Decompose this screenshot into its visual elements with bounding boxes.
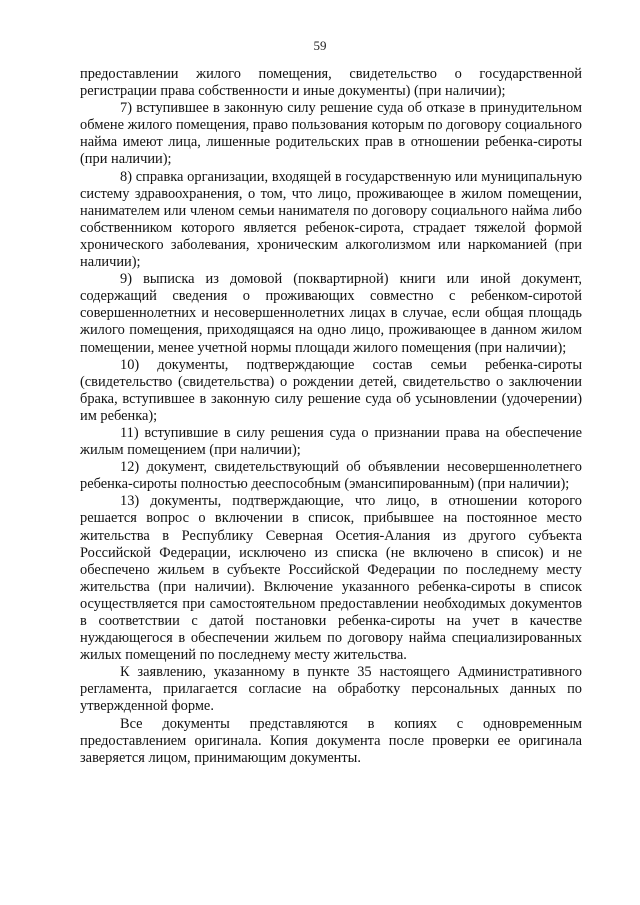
paragraph-copies: Все документы представляются в копиях с одновременным предоставлением оригинала. Копия документа после проверки ее оригинала заверяется лицом, принимающим документы. — [80, 715, 582, 766]
document-body — [80, 66, 582, 767]
paragraph-item-7: 7) вступившее в законную силу решение суда об отказе в принудительном обмене жилого помещения, право пользования которым по договору социального найма имеют лица, лишенные родительских прав в отношении ребенка-сироты (при наличии); — [80, 100, 582, 168]
page-number: 59 — [313, 38, 327, 53]
paragraph-continuation: предоставлении жилого помещения, свидетельство о государственной регистрации права собственности и иные документы) (при наличии); — [80, 66, 582, 100]
paragraph-item-11: 11) вступившие в силу решения суда о признании права на обеспечение жилым помещением (при наличии); — [80, 424, 582, 459]
paragraph-item-10: 10) документы, подтверждающие состав семьи ребенка-сироты (свидетельство (свидетельства) о рождении детей, свидетельство о заключении брака, вступившее в законную силу решение суда об усыновлении (удочерении) им ребенка); — [80, 356, 582, 424]
paragraph-consent: К заявлению, указанному в пункте 35 настоящего Административного регламента, прилагается согласие на обработку персональных данных по утвержденной форме. — [80, 664, 582, 715]
paragraph-item-8: 8) справка организации, входящей в государственную или муниципальную систему здравоохранения, о том, что лицо, проживающее в жилом помещении, нанимателем или членом семьи нанимателя по договору социального найма либо собственником которого является ребенок-сирота, страдает тяжелой формой хронического заболевания, хроническим алкоголизмом или наркоманией (при наличии); — [80, 168, 582, 271]
paragraph-item-13: 13) документы, подтверждающие, что лицо, в отношении которого решается вопрос о включении в список, прибывшее на постоянное место жительства в Республику Северная Осетия-Алания из другого субъекта Российской Федерации, исключено из списка (не включено в список) и не обеспечено жильем в субъекте Российской Федерации по последнему месту жительства (при наличии). Включение указанного ребенка-сироты в список осуществляется при самостоятельном предоставлении необходимых документов в соответствии с датой постановки ребенка-сироты на учет в качестве нуждающегося в обеспечении жильем по договору найма специализированных жилых помещений по последнему месту жительства. — [80, 493, 582, 664]
paragraph-item-12: 12) документ, свидетельствующий об объявлении несовершеннолетнего ребенка-сироты полностью дееспособным (эмансипированным) (при наличии); — [80, 459, 582, 493]
paragraph-item-9: 9) выписка из домовой (поквартирной) книги или иной документ, содержащий сведения о проживающих совместно с ребенком-сиротой совершеннолетних и несовершеннолетних лицах в случае, если общая площадь жилого помещения, приходящаяся на одно лицо, проживающее в данном жилом помещении, менее учетной нормы площади жилого помещения (при наличии); — [80, 271, 582, 356]
